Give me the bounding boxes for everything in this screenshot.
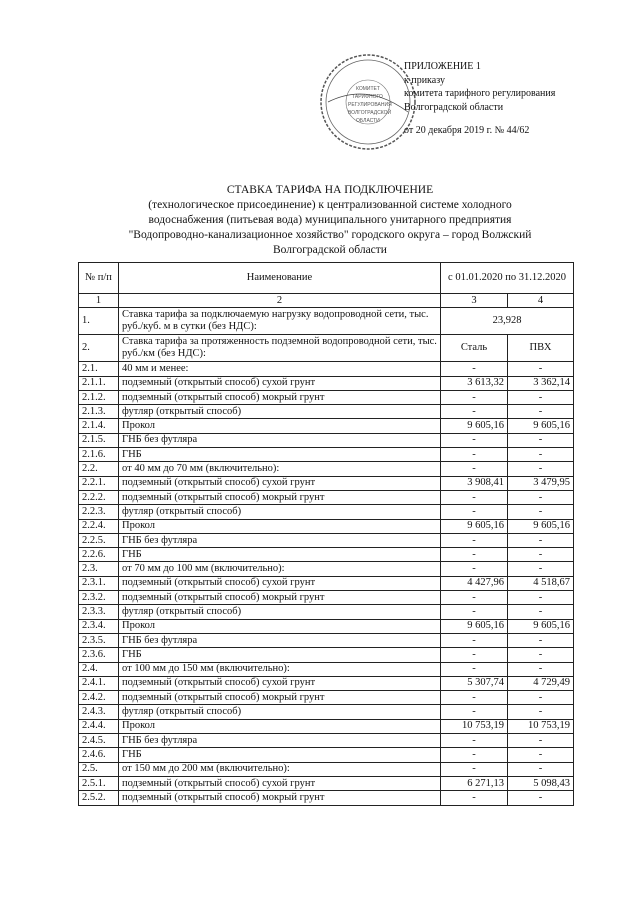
row-pvc-value: - [508, 562, 574, 576]
title-line-2: (технологическое присоединение) к централизованной системе холодного [148, 199, 512, 211]
row-pvc-value: - [508, 762, 574, 776]
row-num: 2.1.2. [79, 390, 119, 404]
row-steel-value: - [441, 648, 508, 662]
row-name: футляр (открытый способ) [119, 505, 441, 519]
row-steel-value: - [441, 505, 508, 519]
appendix-header [386, 60, 555, 138]
row-steel-value: - [441, 591, 508, 605]
row-num: 2.4.2. [79, 691, 119, 705]
row-name: ГНБ [119, 448, 441, 462]
table-row [79, 605, 574, 619]
row-name: от 150 мм до 200 мм (включительно): [119, 762, 441, 776]
table-row [79, 419, 574, 433]
row-name: Ставка тарифа за протяженность подземной водопроводной сети, тыс. руб./км (без НДС): [119, 335, 441, 362]
row-pvc-value: - [508, 505, 574, 519]
row-pvc-value: - [508, 533, 574, 547]
row-name: ГНБ без футляра [119, 734, 441, 748]
row-num: 2.5. [79, 762, 119, 776]
row-pvc-value: 4 518,67 [508, 576, 574, 590]
table-row [79, 762, 574, 776]
row-num: 2.4. [79, 662, 119, 676]
row-num: 2.3.3. [79, 605, 119, 619]
row-pvc-value: - [508, 791, 574, 805]
row-pvc-value: - [508, 390, 574, 404]
tariff-table [78, 262, 574, 806]
row-steel-value: - [441, 734, 508, 748]
col-number-4: 4 [508, 294, 574, 308]
appendix-date: от 20 декабря 2019 г. № 44/62 [404, 125, 530, 136]
row-pvc-value: 4 729,49 [508, 676, 574, 690]
row-pvc-value: - [508, 648, 574, 662]
row-steel-value: - [441, 448, 508, 462]
row-name: ГНБ [119, 548, 441, 562]
row-pvc-value: 9 605,16 [508, 619, 574, 633]
row-num: 2.1.6. [79, 448, 119, 462]
row-pvc-value: - [508, 633, 574, 647]
row-name: подземный (открытый способ) мокрый грунт [119, 390, 441, 404]
row-pvc-value: - [508, 448, 574, 462]
title-line-3: водоснабжения (питьевая вода) муниципального унитарного предприятия [148, 214, 512, 226]
table-row [79, 691, 574, 705]
row-name: подземный (открытый способ) сухой грунт [119, 476, 441, 490]
table-row [79, 719, 574, 733]
row-pvc-value: - [508, 362, 574, 376]
table-row [79, 748, 574, 762]
row-name: Прокол [119, 519, 441, 533]
row-num: 2.4.1. [79, 676, 119, 690]
row-pvc-value: - [508, 748, 574, 762]
row-pvc-value: - [508, 605, 574, 619]
svg-text:ОБЛАСТИ: ОБЛАСТИ [356, 118, 380, 124]
row-name: подземный (открытый способ) сухой грунт [119, 676, 441, 690]
row-steel-value: - [441, 462, 508, 476]
row-name: ГНБ без футляра [119, 433, 441, 447]
table-row [79, 405, 574, 419]
row-name: футляр (открытый способ) [119, 705, 441, 719]
row-num: 2.4.3. [79, 705, 119, 719]
table-row [79, 448, 574, 462]
row-num: 2.2.4. [79, 519, 119, 533]
row-pvc-value: 9 605,16 [508, 419, 574, 433]
row-steel-value: 9 605,16 [441, 519, 508, 533]
row-num: 2.3.5. [79, 633, 119, 647]
table-row [79, 476, 574, 490]
row-pvc-value: 5 098,43 [508, 776, 574, 790]
row-name: футляр (открытый способ) [119, 405, 441, 419]
table-row [79, 662, 574, 676]
row-pvc-value: - [508, 691, 574, 705]
row-value: 23,928 [441, 308, 574, 335]
row-steel-value: - [441, 405, 508, 419]
row-name: от 70 мм до 100 мм (включительно): [119, 562, 441, 576]
table-row [79, 490, 574, 504]
row-steel-value: - [441, 633, 508, 647]
col-number-2: 2 [119, 294, 441, 308]
row-pvc-value: 9 605,16 [508, 519, 574, 533]
row-num: 2.2.5. [79, 533, 119, 547]
row-num: 2.3. [79, 562, 119, 576]
row-num: 2.1.3. [79, 405, 119, 419]
row-steel-value: 5 307,74 [441, 676, 508, 690]
table-row [79, 505, 574, 519]
row-pvc-value: - [508, 591, 574, 605]
table-row [79, 791, 574, 805]
row-num: 2.2.6. [79, 548, 119, 562]
table-row [79, 462, 574, 476]
row-name: Ставка тарифа за подключаемую нагрузку водопроводной сети, тыс. руб./куб. м в сутки (без НДС): [119, 308, 441, 335]
title-line-5: Волгоградской области [273, 244, 387, 256]
row-name: ГНБ без футляра [119, 633, 441, 647]
row-num: 2.2.1. [79, 476, 119, 490]
row-pvc-value: 3 479,95 [508, 476, 574, 490]
svg-text:РЕГУЛИРОВАНИЯ: РЕГУЛИРОВАНИЯ [348, 102, 392, 108]
table-row [79, 533, 574, 547]
table-row [79, 676, 574, 690]
row-name: от 40 мм до 70 мм (включительно): [119, 462, 441, 476]
table-row [79, 519, 574, 533]
row-num: 2.1. [79, 362, 119, 376]
row-num: 2.1.5. [79, 433, 119, 447]
row-steel-value: - [441, 691, 508, 705]
row-pvc-value: - [508, 705, 574, 719]
col-number-1: 1 [79, 294, 119, 308]
row-pvc-value: - [508, 734, 574, 748]
table-row [79, 362, 574, 376]
row-name: футляр (открытый способ) [119, 605, 441, 619]
row-steel-value: - [441, 705, 508, 719]
row-steel-value: - [441, 548, 508, 562]
table-row [79, 576, 574, 590]
row-pvc-value: - [508, 405, 574, 419]
col-number-3: 3 [441, 294, 508, 308]
row-name: ГНБ [119, 748, 441, 762]
document-title [60, 183, 600, 258]
row-num: 2.3.1. [79, 576, 119, 590]
row-steel-value: - [441, 490, 508, 504]
table-row [79, 734, 574, 748]
header-name: Наименование [119, 263, 441, 294]
svg-text:ТАРИФНОГО: ТАРИФНОГО [352, 94, 383, 100]
row-name: подземный (открытый способ) сухой грунт [119, 576, 441, 590]
row-name: подземный (открытый способ) сухой грунт [119, 376, 441, 390]
row-steel-value: - [441, 662, 508, 676]
row-steel-value: - [441, 748, 508, 762]
table-row [79, 548, 574, 562]
row-num: 1. [79, 308, 119, 335]
svg-text:ВОЛГОГРАДСКОЙ: ВОЛГОГРАДСКОЙ [348, 110, 392, 116]
header-period: с 01.01.2020 по 31.12.2020 [441, 263, 574, 294]
row-steel-value: 3 613,32 [441, 376, 508, 390]
table-row [79, 562, 574, 576]
row-num: 2.4.4. [79, 719, 119, 733]
appendix-region: Волгоградской области [404, 101, 504, 113]
row-steel-value: - [441, 433, 508, 447]
row-name: подземный (открытый способ) мокрый грунт [119, 691, 441, 705]
row-pvc-value: 10 753,19 [508, 719, 574, 733]
row-num: 2.2.2. [79, 490, 119, 504]
row-steel-header: Сталь [441, 335, 508, 362]
row-num: 2.1.1. [79, 376, 119, 390]
appendix-title: ПРИЛОЖЕНИЕ 1 [404, 61, 481, 72]
row-name: Прокол [119, 619, 441, 633]
row-num: 2. [79, 335, 119, 362]
row-steel-value: 10 753,19 [441, 719, 508, 733]
column-number-row [79, 294, 574, 308]
row-pvc-value: 3 362,14 [508, 376, 574, 390]
row-num: 2.5.1. [79, 776, 119, 790]
table-row [79, 648, 574, 662]
row-num: 2.5.2. [79, 791, 119, 805]
table-row [79, 433, 574, 447]
row-pvc-value: - [508, 462, 574, 476]
appendix-committee: комитета тарифного регулирования [404, 88, 556, 99]
row-name: ГНБ без футляра [119, 533, 441, 547]
table-row [79, 335, 574, 362]
row-pvc-value: - [508, 433, 574, 447]
row-steel-value: - [441, 390, 508, 404]
row-num: 2.2. [79, 462, 119, 476]
table-row [79, 390, 574, 404]
row-num: 2.4.6. [79, 748, 119, 762]
row-num: 2.4.5. [79, 734, 119, 748]
table-row [79, 619, 574, 633]
table-row [79, 633, 574, 647]
row-name: от 100 мм до 150 мм (включительно): [119, 662, 441, 676]
row-pvc-value: - [508, 490, 574, 504]
svg-text:КОМИТЕТ: КОМИТЕТ [356, 86, 380, 92]
row-steel-value: 9 605,16 [441, 619, 508, 633]
row-steel-value: 9 605,16 [441, 419, 508, 433]
row-num: 2.3.2. [79, 591, 119, 605]
row-name: ГНБ [119, 648, 441, 662]
row-name: подземный (открытый способ) сухой грунт [119, 776, 441, 790]
row-steel-value: - [441, 533, 508, 547]
title-line-4: "Водопроводно-канализационное хозяйство" городского округа – город Волжский [128, 229, 532, 241]
row-num: 2.1.4. [79, 419, 119, 433]
row-name: Прокол [119, 719, 441, 733]
row-pvc-value: - [508, 662, 574, 676]
table-row [79, 776, 574, 790]
table-row [79, 705, 574, 719]
row-steel-value: - [441, 605, 508, 619]
table-row [79, 591, 574, 605]
row-num: 2.3.4. [79, 619, 119, 633]
row-steel-value: 4 427,96 [441, 576, 508, 590]
row-name: подземный (открытый способ) мокрый грунт [119, 791, 441, 805]
row-steel-value: - [441, 762, 508, 776]
row-pvc-value: - [508, 548, 574, 562]
title-line-1: СТАВКА ТАРИФА НА ПОДКЛЮЧЕНИЕ [226, 184, 434, 196]
row-name: 40 мм и менее: [119, 362, 441, 376]
table-header-row [79, 263, 574, 294]
row-steel-value: - [441, 562, 508, 576]
row-num: 2.3.6. [79, 648, 119, 662]
header-num: № п/п [79, 263, 119, 294]
row-steel-value: - [441, 791, 508, 805]
row-steel-value: 6 271,13 [441, 776, 508, 790]
row-num: 2.2.3. [79, 505, 119, 519]
table-row [79, 308, 574, 335]
row-name: подземный (открытый способ) мокрый грунт [119, 591, 441, 605]
row-pvc-header: ПВХ [508, 335, 574, 362]
table-row [79, 376, 574, 390]
row-steel-value: - [441, 362, 508, 376]
row-name: подземный (открытый способ) мокрый грунт [119, 490, 441, 504]
row-steel-value: 3 908,41 [441, 476, 508, 490]
row-name: Прокол [119, 419, 441, 433]
appendix-order: к приказу [404, 74, 445, 86]
